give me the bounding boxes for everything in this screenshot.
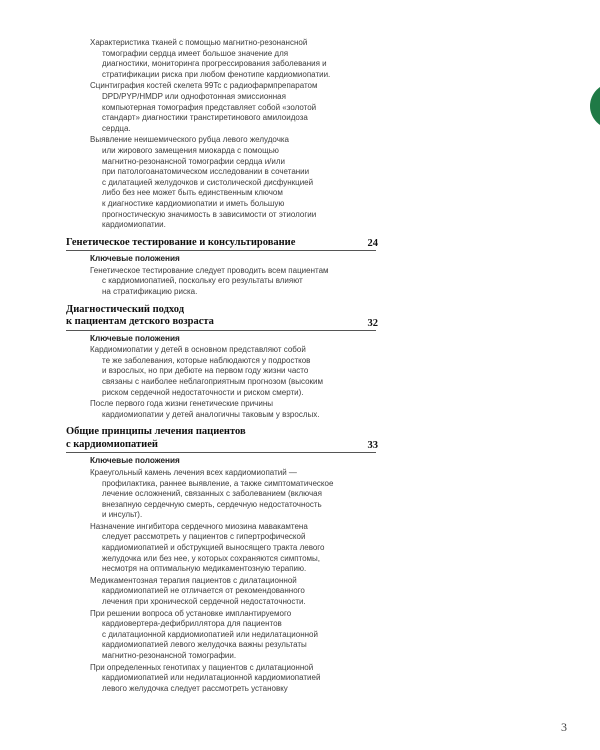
paragraph-line: сердца. xyxy=(102,123,131,133)
section-title-line: Генетическое тестирование и консультирование xyxy=(66,236,296,248)
paragraph-line: следует рассмотреть у пациентов с гипертрофической xyxy=(102,532,306,542)
paragraph-line: компьютерная томография представляет собой «золотой xyxy=(102,102,317,112)
section-title-line: Общие принципы лечения пациентов xyxy=(66,426,246,438)
paragraph-line: либо без нее может быть единственным ключом xyxy=(102,188,283,198)
section-title xyxy=(66,237,376,250)
paragraph-line: кардиомиопатией не отличается от рекомендованного xyxy=(102,586,305,596)
page-number: 3 xyxy=(561,720,567,734)
section-page-number: 33 xyxy=(367,440,378,452)
paragraph-line: желудочка или без нее, у которых сохраняются симптомы, xyxy=(102,553,321,563)
section-tab-marker xyxy=(590,83,600,129)
paragraph-line: или жирового замещения миокарда с помощью xyxy=(102,145,279,155)
paragraph-line: связаны с наиболее неблагоприятным прогнозом (высоким xyxy=(102,376,323,386)
paragraph-line: внезапную сердечную смерть, сердечную недостаточность xyxy=(102,499,322,509)
paragraph-line: профилактика, раннее выявление, а также симптоматическое xyxy=(102,478,334,488)
paragraph-line: томографии сердца имеет большое значение для xyxy=(102,48,289,58)
paragraph-line: с дилатационной кардиомиопатией или недилатационной xyxy=(102,629,318,639)
paragraph-line: и взрослых, но при дебюте на первом году жизни часто xyxy=(102,366,309,376)
bullet-paragraph xyxy=(90,609,376,662)
section-page-number: 32 xyxy=(367,317,378,329)
paragraph-line: кардиомиопатии у детей аналогичны таковым у взрослых. xyxy=(102,409,320,419)
paragraph-line: Кардиомиопатии у детей в основном представляют собой xyxy=(90,345,306,355)
bullet-paragraph xyxy=(90,266,376,298)
paragraph-line: Характеристика тканей с помощью магнитно-резонансной xyxy=(90,38,308,47)
section-divider xyxy=(66,330,376,331)
section-page-number: 24 xyxy=(367,238,378,250)
section-heading[interactable] xyxy=(66,237,376,250)
paragraph-line: Медикаментозная терапия пациентов с дилатационной xyxy=(90,575,297,585)
paragraph-line: Генетическое тестирование следует проводить всем пациентам xyxy=(90,265,329,275)
paragraph-line: риском сердечной недостаточности и риском смерти). xyxy=(102,387,304,397)
section-title xyxy=(66,426,376,451)
paragraph-line: и инсульт). xyxy=(102,510,143,520)
paragraph-line: левого желудочка следует рассмотреть установку xyxy=(102,683,288,693)
toc-section xyxy=(66,237,376,298)
section-title-line: Диагностический подход xyxy=(66,303,185,315)
bullet-paragraph xyxy=(90,468,376,521)
paragraph-line: лечения при хронической сердечной недостаточности. xyxy=(102,597,306,607)
section-divider xyxy=(66,452,376,453)
bullet-paragraph xyxy=(90,663,376,695)
paragraph-line: с дилатацией желудочков и систолической дисфункцией xyxy=(102,177,314,187)
paragraph-line: при патологоанатомическом исследовании в сочетании xyxy=(102,167,310,177)
toc-section xyxy=(66,304,376,421)
paragraph-line: При определенных генотипах у пациентов с дилатационной xyxy=(90,662,314,672)
bullet-paragraph xyxy=(90,576,376,608)
section-heading[interactable] xyxy=(66,426,376,451)
paragraph-line: При решении вопроса об установке имплантируемого xyxy=(90,608,292,618)
section-title-line: к пациентам детского возраста xyxy=(66,316,214,328)
toc-sections xyxy=(66,237,376,695)
paragraph-line: кардиомиопатией или недилатационной кардиомиопатией xyxy=(102,673,321,683)
bullet-paragraph xyxy=(90,522,376,575)
paragraph-line: к диагностике кардиомиопатии и иметь большую xyxy=(102,198,285,208)
paragraph-line: лечение осложнений, связанных с заболеванием (включая xyxy=(102,489,322,499)
paragraph-line: DPD/PYP/HMDP или однофотонная эмиссионная xyxy=(102,91,286,101)
paragraph-line: магнитно-резонансной томографии сердца и/или xyxy=(102,156,286,166)
paragraph-line: кардиомиопатией левого желудочка важны результаты xyxy=(102,640,307,650)
paragraph-line: те же заболевания, которые наблюдаются у подростков xyxy=(102,355,311,365)
paragraph-line: стандарт» диагностики транстиретинового амилоидоза xyxy=(102,113,308,123)
paragraph-line: несмотря на оптимальную медикаментозную терапию. xyxy=(102,564,307,574)
paragraph-line: Сцинтиграфия костей скелета 99Tc с радиофармпрепаратом xyxy=(90,81,318,91)
paragraph-line: Выявление неишемического рубца левого желудочка xyxy=(90,135,289,145)
toc-content xyxy=(66,38,376,695)
paragraph-line: магнитно-резонансной томографии. xyxy=(102,651,237,660)
toc-section xyxy=(66,426,376,694)
key-points-heading: Ключевые положения xyxy=(90,456,180,466)
paragraph-line: кардиомиопатии. xyxy=(102,220,166,230)
paragraph-line: стратификации риска при любом фенотипе кардиомиопатии. xyxy=(102,69,331,79)
paragraph-line: диагностики, мониторинга прогрессирования заболевания и xyxy=(102,59,327,69)
bullet-paragraph xyxy=(90,135,376,230)
paragraph-line: Краеугольный камень лечения всех кардиомиопатий — xyxy=(90,467,297,477)
paragraph-line: После первого года жизни генетические причины xyxy=(90,399,273,409)
paragraph-line: с кардиомиопатией, поскольку его результаты влияют xyxy=(102,276,303,286)
section-title xyxy=(66,304,376,329)
bullet-paragraph xyxy=(90,345,376,398)
key-points-heading: Ключевые положения xyxy=(90,333,180,343)
bullet-paragraph xyxy=(90,399,376,420)
bullet-paragraph xyxy=(90,81,376,134)
section-divider xyxy=(66,250,376,251)
bullet-paragraph xyxy=(90,38,376,80)
intro-paragraphs xyxy=(66,38,376,231)
paragraph-line: Назначение ингибитора сердечного миозина мавакамтена xyxy=(90,521,308,531)
paragraph-line: кардиовертера-дефибриллятора для пациентов xyxy=(102,619,282,629)
section-heading[interactable] xyxy=(66,304,376,329)
section-title-line: с кардиомиопатией xyxy=(66,438,158,450)
paragraph-line: кардиомиопатией и обструкцией выносящего тракта левого xyxy=(102,543,325,553)
paragraph-line: на стратификацию риска. xyxy=(102,286,198,296)
key-points-heading: Ключевые положения xyxy=(90,254,180,264)
paragraph-line: прогностическую значимость в зависимости от этиологии xyxy=(102,209,317,219)
